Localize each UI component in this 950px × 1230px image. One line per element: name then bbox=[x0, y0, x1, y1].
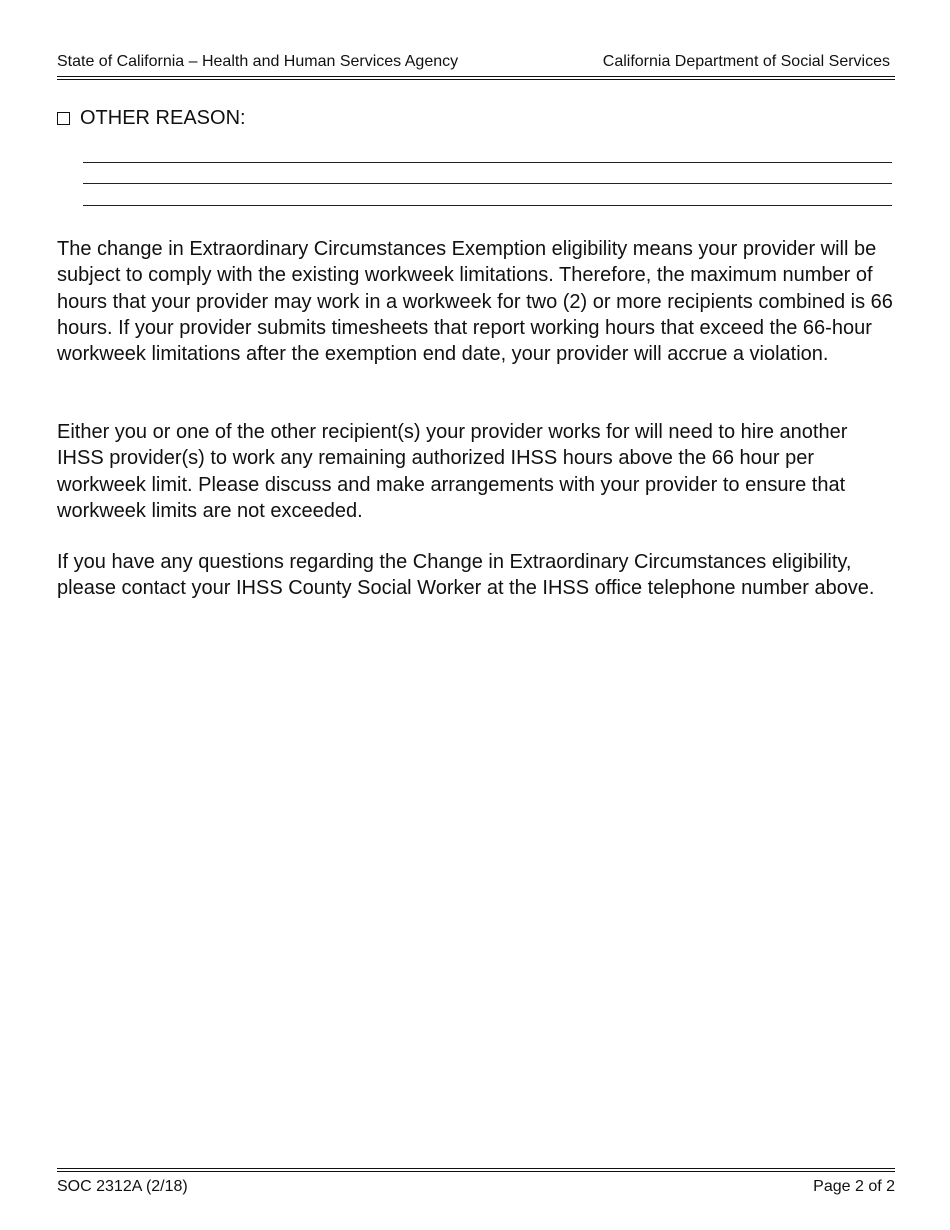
footer-page-number: Page 2 of 2 bbox=[813, 1178, 895, 1195]
body-paragraph-hire-provider: Either you or one of the other recipient(s) your provider works for will need to hire another IHSS provider(s) to work any remaining authorized IHSS hours above the 66 hour per workweek limit. Please discuss and make arrangements with your provider to ensure that workweek limits are not exceeded. bbox=[57, 421, 848, 522]
other-reason-line[interactable] bbox=[83, 162, 892, 163]
header-department: California Department of Social Services bbox=[602, 53, 890, 70]
footer-form-id: SOC 2312A (2/18) bbox=[57, 1178, 188, 1195]
body-paragraph-questions: If you have any questions regarding the Change in Extraordinary Circumstances eligibility, please contact your IHSS County Social Worker at the IHSS office telephone number above. bbox=[57, 551, 875, 600]
other-reason-line[interactable] bbox=[83, 205, 892, 206]
other-reason-checkbox[interactable] bbox=[57, 112, 70, 125]
other-reason-line[interactable] bbox=[83, 183, 892, 184]
body-paragraph-workweek-limits: The change in Extraordinary Circumstances Exemption eligibility means your provider will be subject to comply with the existing workweek limitations. Therefore, the maximum number of hours that your provider may work in a workweek for two (2) or more recipients combined is 66 hours. If your provider submits timesheets that report working hours that exceed the 66-hour workweek limitations after the exemption end date, your provider will accrue a violation. bbox=[57, 238, 893, 366]
other-reason-label: OTHER REASON: bbox=[80, 107, 246, 129]
header-agency: State of California – Health and Human Services Agency bbox=[57, 53, 459, 70]
other-reason-option bbox=[57, 106, 246, 130]
footer-divider bbox=[57, 1168, 895, 1172]
header-divider bbox=[57, 76, 895, 80]
